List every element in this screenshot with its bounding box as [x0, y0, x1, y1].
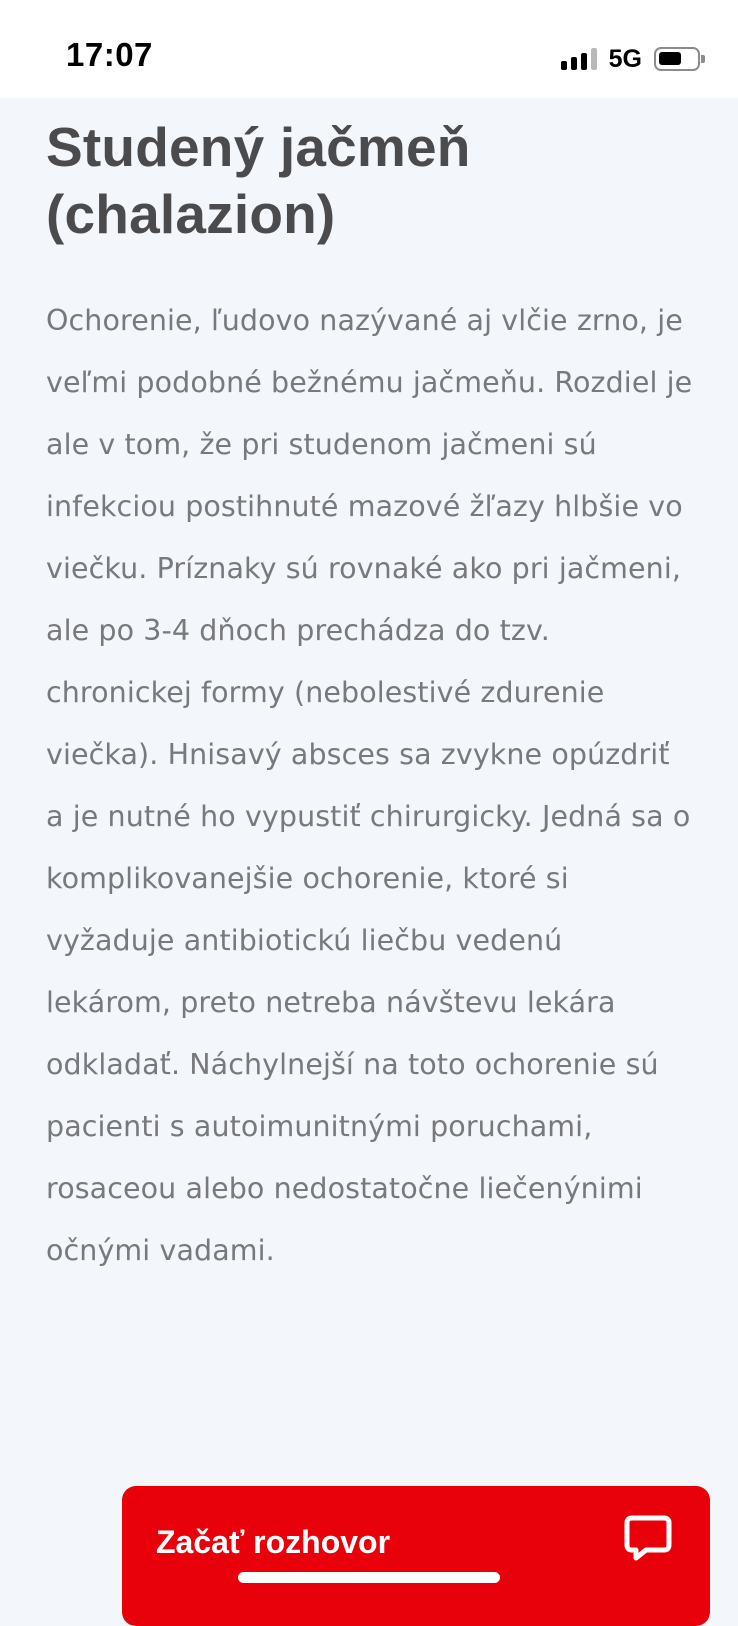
status-time: 17:07	[66, 36, 153, 73]
article-title: Studený jačmeň (chalazion)	[46, 116, 471, 245]
start-chat-label: Začať rozhovor	[156, 1524, 391, 1560]
network-type: 5G	[608, 44, 642, 73]
cellular-signal-icon	[561, 48, 597, 70]
article-body: Ochorenie, ľudovo nazývané aj vlčie zrno, je veľmi podobné bežnému jačmeňu. Rozdiel je ale v tom, že pri studenom jačmeni sú infekciou postihnuté mazové žľazy hlbšie vo viečku. Príznaky sú rovnaké ako pri jačmeni, ale po 3-4 dňoch prechádza do tzv. chronickej formy (nebolestivé zdurenie viečka). Hnisavý absces sa zvykne opúzdriť a je nutné ho vypustiť chirurgicky. Jedná sa o komplikovanejšie ochorenie, ktoré si vyžaduje antibiotickú liečbu vedenú lekárom, preto netreba návštevu lekára odkladať. Náchylnejší na toto ochorenie sú pacienti s autoimunitnými poruchami, rosaceou alebo nedostatočne liečenýnimi očnými vadami.	[46, 304, 693, 1267]
status-indicators	[561, 44, 700, 74]
status-bar	[0, 0, 738, 98]
chat-bubble-icon	[622, 1512, 674, 1564]
start-chat-button[interactable]	[122, 1486, 710, 1626]
battery-icon	[654, 47, 700, 71]
home-indicator[interactable]	[238, 1572, 500, 1583]
article	[46, 114, 696, 1282]
